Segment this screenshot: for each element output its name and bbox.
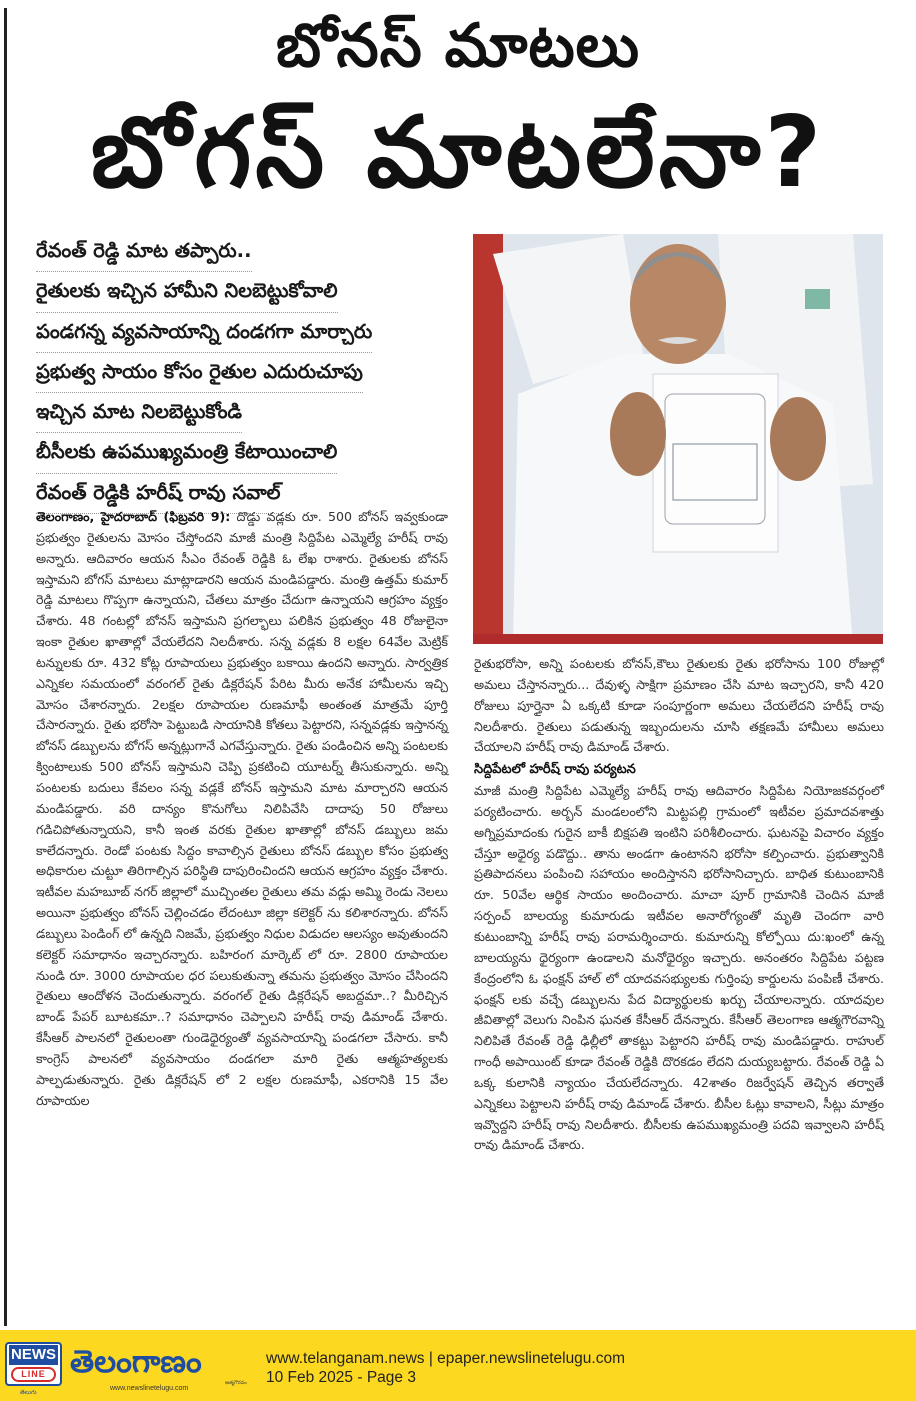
subheadline: ప్రభుత్వ సాయం కోసం రైతుల ఎదురుచూపు <box>36 353 363 393</box>
subheadline: రేవంత్ రెడ్డికి హరీష్ రావు సవాల్ <box>36 474 281 514</box>
dateline: తెలంగాణం, హైదరాబాద్ (ఫిబ్రవరి 9): <box>36 509 231 524</box>
footer-date-page: 10 Feb 2025 - Page 3 <box>266 1369 416 1386</box>
newsline-logo[interactable] <box>5 1342 62 1386</box>
section-heading: సిద్దిపేటలో హరీష్ రావు పర్యటన <box>474 762 636 778</box>
telanganam-logo-text: తెలంగాణం <box>70 1344 202 1380</box>
article-paragraph <box>36 507 448 1111</box>
subheadline: పండగన్న వ్యవసాయాన్ని దండగగా మార్చారు <box>36 313 372 353</box>
subheadline: బీసీలకు ఉపముఖ్యమంత్రి కేటాయించాలి <box>36 433 337 473</box>
footer-websites: www.telanganam.news | epaper.newslinetelugu.com <box>266 1350 626 1367</box>
logo-line-text: LINE <box>11 1367 56 1382</box>
subheadline: రేవంత్ రెడ్డి మాట తప్పారు.. <box>36 232 252 272</box>
article-photo <box>473 234 883 644</box>
subheadline: ఇచ్చిన మాట నిలబెట్టుకోండి <box>36 393 242 433</box>
article-right-column <box>474 654 884 1156</box>
logo-news-text: NEWS <box>11 1346 56 1363</box>
footer-bar <box>0 1330 916 1401</box>
photo-illustration <box>473 234 883 644</box>
article-paragraph: రైతుభరోసా, అన్ని పంటలకు బోనస్,కౌలు రైతులకు రైతు భరోసాను 100 రోజుల్లో అమలు చేస్తానన్నారు... దేవుళ్ళ సాక్షిగా ప్రమాణం చేసి మాట ఇచ్చారని, కానీ 420 రోజులు పూర్తైనా ఏ ఒక్కటి కూడా సంపూర్ణంగా అమలు చేయలేదని హరీష్ రావు నిలదీశారు. రైతులు పడుతున్న ఇబ్బందులను చూసి తక్షణమే హామీలు అమలు చేయాలని హరీష్ రావు డిమాండ్ చేశారు. <box>474 656 884 755</box>
logo-tagline: ఆత్మగౌరవం <box>225 1380 247 1386</box>
article-left-column <box>36 507 448 1111</box>
headline-line-1: బోనస్ మాటలు <box>276 11 640 81</box>
subheadline: రైతులకు ఇచ్చిన హామీని నిలబెట్టుకోవాలి <box>36 272 338 312</box>
footer-info <box>266 1349 625 1387</box>
logo-telugu-small: తెలుగు <box>20 1389 37 1396</box>
logo-url: www.newslinetelugu.com <box>110 1385 189 1392</box>
headline-line-2: బోగస్ మాటలేనా? <box>90 96 826 210</box>
article-paragraph: మాజీ మంత్రి సిద్దిపేట ఎమ్మెల్యే హరీష్ రావు ఆదివారం సిద్దిపేట నియోజకవర్గంలో పర్యటించారు. అర్బన్ మండలంలోని మిట్టపల్లి గ్రామంలో ఇటీవల ప్రమాదవశాత్తు అగ్నిప్రమాదంకు గురైన బాకీ బిక్షపతి ఇంటిని పరిశీలించారు. ఘటనపై విచారం వ్యక్తం చేస్తూ అధైర్య పడొద్దు.. తాను అండగా ఉంటానని భరోసా కల్పించారు. ప్రభుత్వానికి ప్రతిపాదనలు పంపించి సహాయం అందిస్తానని భరోసానిచ్చారు. బాధిత కుటుంబానికి రూ. 50వేల ఆర్థిక సాయం అందించారు. మాచా పూర్ గ్రామానికి చెందిన మాజీ సర్పంచ్ బాలయ్య కుమారుడు ఇటీవల అనారోగ్యంతో మృతి చెందగా వారి కుటుంబాన్ని హరీష్ రావు పరామర్శించారు. కుమారున్ని కోల్పోయి దు:ఖంలో ఉన్న బాలయ్యను ధైర్యంగా ఉండాలని మనోధైర్యం ఇచ్చారు. అనంతరం సిద్దిపేట పట్టణ కేంద్రంలోని ఓ ఫంక్షన్ హాల్ లో యాదవసభ్యులకు గుర్తింపు కార్డులను పంపిణీ చేశారు. ఫంక్షన్ లకు వచ్చే డబ్బులను పేద విద్యార్థులకు ఖర్చు చేయాలన్నారు. యాదవుల జీవితాల్లో వెలుగు నింపిన ఘనత కేసీఆర్ దేనన్నారు. కేసీఆర్ తెలంగాణ ఆత్మగౌరవాన్ని నిలిపితే రేవంత్ రెడ్డి ఢిల్లీలో తాకట్టు పెట్టారని హరీష్ రావు మండిపడ్డారు. రాహుల్ గాంధీ అపాయింట్ కూడా రేవంత్ రెడ్డికి దొరకడం లేదని దుయ్యబట్టారు. రేవంత్ రెడ్డి ఏ ఒక్క కులానికి న్యాయం చేయలేదన్నారు. 42శాతం రిజర్వేషన్ తెచ్చిన తర్వాతే ఎన్నికలు పెట్టాలని హరీష్ రావు డిమాండ్ చేశారు. బీసీల ఓట్లు కావాలని, సీట్లు మాత్రం ఇవ్వొద్దని హరీష్ రావు నిలదీశారు. బీసీలకు ఉపముఖ్యమంత్రి పదవి ఇవ్వాలని హరీష్ రావు డిమాండ్ చేశారు. <box>474 783 884 1153</box>
article-body-left: దొడ్డు వడ్లకు రూ. 500 బోనస్ ఇవ్వకుండా ప్రభుత్వం రైతులను మోసం చేస్తోందని మాజీ మంత్రి సిద్దిపేట ఎమ్మెల్యే హరీష్ రావు అన్నారు. ఆదివారం ఆయన సీఎం రేవంత్ రెడ్డికి ఓ లేఖ రాశారు. రైతులకు బోనస్ ఇస్తామని బోగస్ మాటలు మాట్లాడారని ఆయన మండిపడ్డారు. మంత్రి ఉత్తమ్ కుమార్ రెడ్డి మాటలు గొప్పగా ఉన్నాయని, చేతలు మాత్రం చేదుగా ఉన్నాయని ఆగ్రహం వ్యక్తం చేశారు. 48 గంటల్లో బోనస్ ఇస్తామని ప్రగల్భాలు పలికిన ప్రభుత్వం 48 రోజులైనా ఇంకా రైతుల ఖాతాల్లో వేయలేదని నిలదీశారు. సన్న వడ్లకు 8 లక్షల 64వేల మెట్రిక్ టన్నులకు రూ. 432 కోట్ల రూపాయలు ప్రభుత్వం బకాయి ఉందని అన్నారు. సార్వత్రిక ఎన్నికల సమయంలో వరంగల్ రైతు డిక్లరేషన్ పేరిట మీరు అనేక హామీలను ఇచ్చి మోసం చేశారన్నారు. 2లక్షల రూపాయల రుణమాఫీ అంతంత మాత్రమే పూర్తి చేసారన్నారు. రైతు భరోసా పెట్టుబడి సాయానికి కోతలు పెట్టారని, సన్నవడ్లకు ఇస్తానన్న బోనస్ డబ్బులను బోగస్ అన్నట్లుగానే ఎగవేస్తున్నారు. రైతు పండించిన అన్ని పంటలకు క్వింటాలుకు 500 బోనస్ ఇస్తామని చెప్పి ప్రకటించి యూటర్న్ తీసుకున్నారు. అన్ని పంటలకు బదులు కేవలం సన్న వడ్లకే బోనస్ ఇస్తామని మాట మార్చారని ఆయన మండిపడ్డారు. వరి దాన్యం కొనుగోలు నిలిపివేసి దాదాపు 50 రోజులు గడిచిపోతున్నాయని, కానీ ఇంత వరకు రైతుల ఖాతాల్లో బోనస్ డబ్బులు జమ కాలేదన్నారు. రెండో పంటకు సిద్దం కావాల్సిన రైతులు బోనస్ డబ్బుల కోసం ప్రభుత్వ అధికారుల చుట్టూ తిరిగాల్సిన పరిస్థితి దాపురించిందని ఆయన ఆగ్రహం వ్యక్తం చేశారు. ఇటీవల మహబూబ్ నగర్ జిల్లాలో ముచ్చింతల రైతులు తమ వడ్లు అమ్మి రెండు నెలలు అయినా ప్రభుత్వం బోనస్ చెల్లించడం లేదంటూ జిల్లా కలెక్టర్ ను కలిశారన్నారు. బోనస్ డబ్బులు పెండింగ్ లో ఉన్నది నిజమే, ప్రభుత్వం నిధుల విడుదల ఆలస్యం అవుతుందని కలెక్టర్ సమాధానం ఇచ్చారన్నారు. బహిరంగ మార్కెట్ లో రూ. 2800 రూపాయల నుండి రూ. 3000 రూపాయల ధర పలుకుతున్నా తమను ప్రభుత్వం మోసం చేసిందని రైతులు ఆందోళన చెందుతున్నారు. వరంగల్ రైతు డిక్లరేషన్ అబద్దమా..? మీరిచ్చిన బాండ్ పేపర్ బూటకమా..? సమాధానం చెప్పాలని హరీష్ రావు డిమాండ్ చేశారు. కేసీఆర్ పాలనలో రైతులంతా గుండెధైర్యంతో వ్యవసాయాన్ని పండగలా చేసారు. కానీ కాంగ్రెస్ పాలనలో వ్యవసాయం దండగలా మారి రైతు ఆత్మహత్యలకు పాల్పడుతున్నారు. రైతు డిక్లరేషన్ లో 2 లక్షల రుణమాఫీ, ఎకరానికి 15 వేల రూపాయల <box>36 509 448 1108</box>
subheadlines <box>36 232 448 514</box>
telanganam-logo[interactable] <box>70 1344 202 1380</box>
